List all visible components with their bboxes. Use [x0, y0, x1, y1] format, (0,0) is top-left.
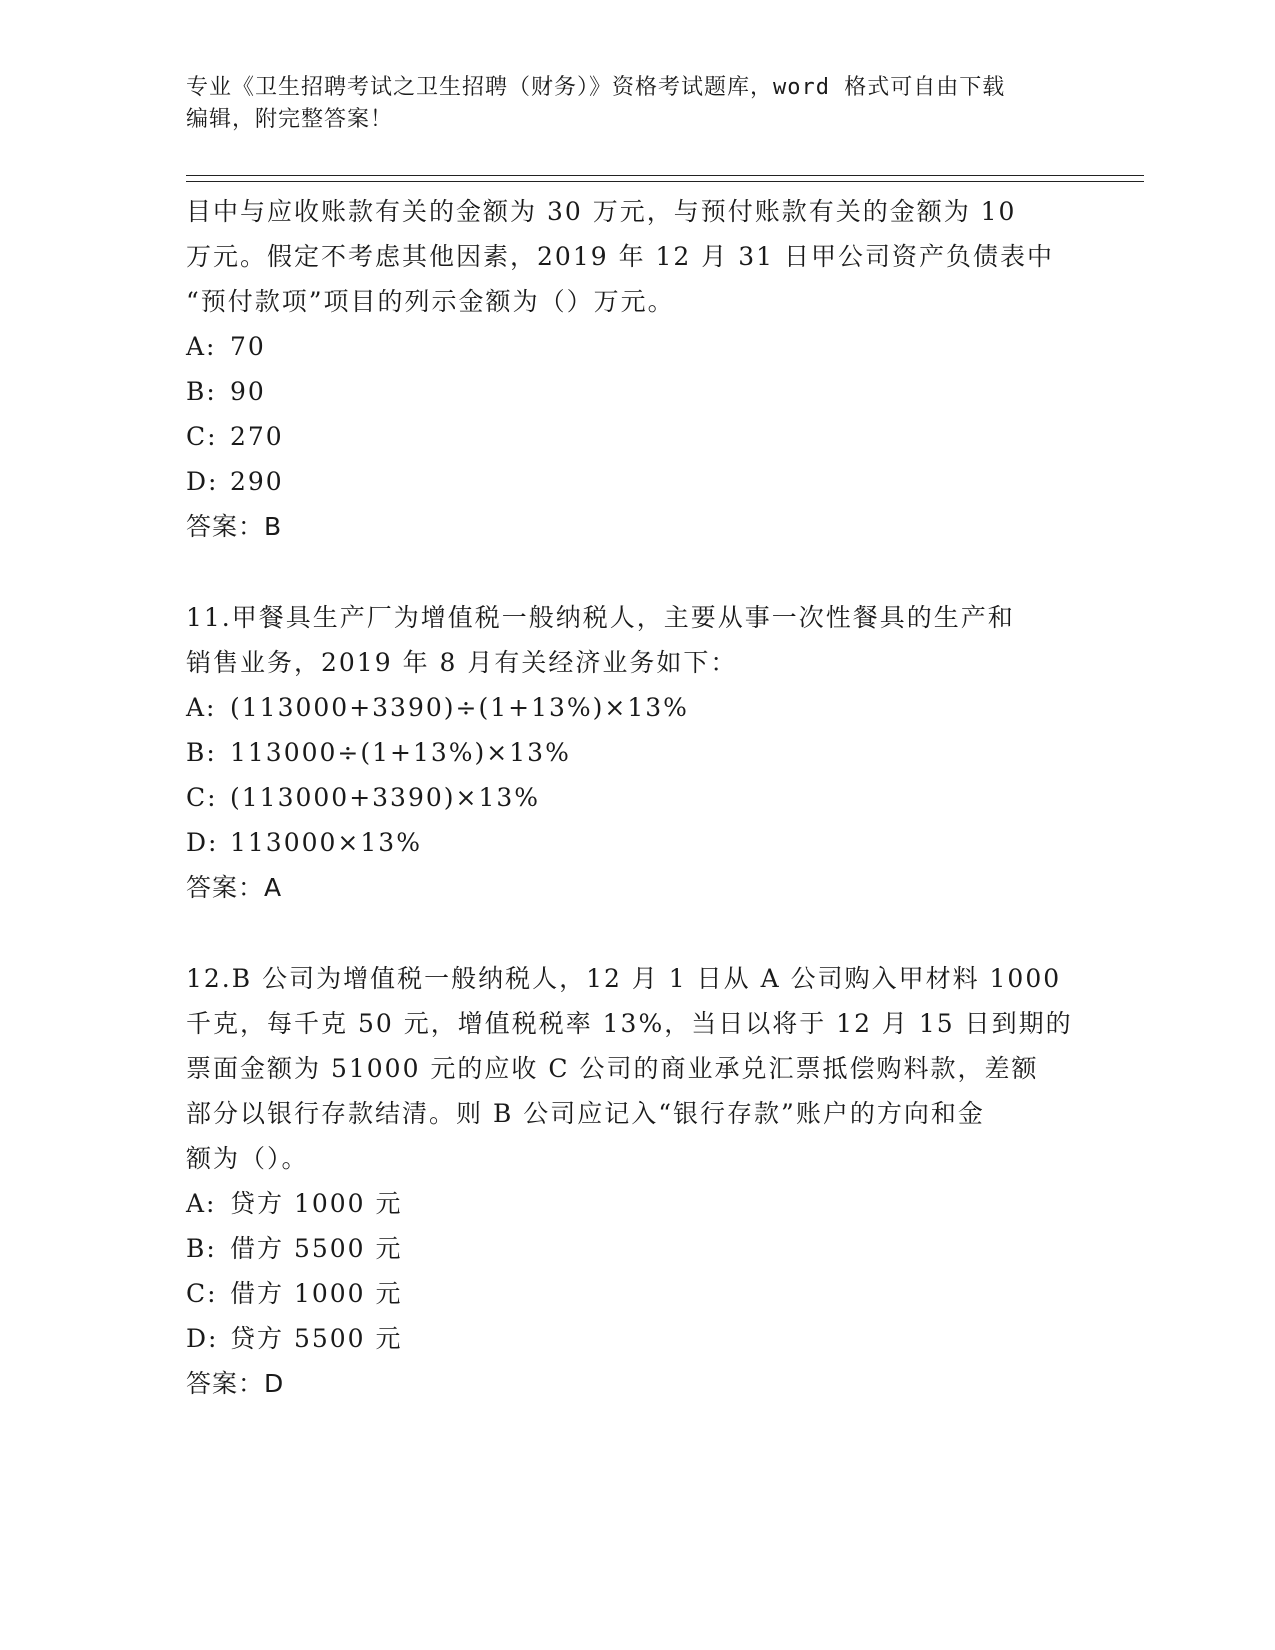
question-block — [186, 189, 1106, 549]
answer-line: 答案：D — [186, 1369, 285, 1398]
option-c — [186, 1271, 1106, 1316]
option-letter: B: — [186, 1234, 217, 1263]
question-text-line: 目中与应收账款有关的金额为 30 万元，与预付账款有关的金额为 10 — [186, 197, 1017, 226]
option-letter: D: — [186, 828, 219, 857]
option-letter: A: — [186, 1189, 217, 1218]
option-a — [186, 1181, 1106, 1226]
question-text-line: 万元。假定不考虑其他因素，2019 年 12 月 31 日甲公司资产负债表中 — [186, 242, 1054, 271]
question-text-line: 额为（）。 — [186, 1144, 309, 1173]
option-text: 贷方 1000 元 — [230, 1189, 403, 1218]
option-a — [186, 324, 1106, 369]
option-letter: D: — [186, 1324, 219, 1353]
option-d — [186, 459, 1106, 504]
option-letter: C: — [186, 1279, 218, 1308]
option-d — [186, 1316, 1106, 1361]
question-text-line: “预付款项”项目的列示金额为（）万元。 — [186, 287, 675, 316]
question-block — [186, 595, 1106, 910]
spacer — [186, 549, 1106, 595]
option-text: 270 — [230, 422, 284, 451]
option-text: 290 — [230, 467, 284, 496]
option-text: 90 — [230, 377, 266, 406]
question-text-line: 12.B 公司为增值税一般纳税人，12 月 1 日从 A 公司购入甲材料 1000 — [186, 964, 1062, 993]
question-block — [186, 956, 1106, 1406]
option-text: 借方 5500 元 — [230, 1234, 403, 1263]
option-text: 借方 1000 元 — [230, 1279, 403, 1308]
question-text-line: 部分以银行存款结清。则 B 公司应记入“银行存款”账户的方向和金 — [186, 1099, 985, 1128]
option-letter: D: — [186, 467, 219, 496]
header-divider — [186, 181, 1144, 182]
option-letter: C: — [186, 783, 218, 812]
header-line: 编辑，附完整答案！ — [186, 107, 394, 132]
option-c — [186, 414, 1106, 459]
answer-line: 答案：A — [186, 873, 283, 902]
option-letter: B: — [186, 738, 217, 767]
question-text-line: 销售业务，2019 年 8 月有关经济业务如下： — [186, 648, 738, 677]
header-divider — [186, 175, 1144, 176]
spacer — [186, 910, 1106, 956]
option-c — [186, 775, 1106, 820]
option-letter: A: — [186, 332, 217, 361]
option-d — [186, 820, 1106, 865]
question-list — [186, 189, 1106, 1406]
option-b — [186, 369, 1106, 414]
question-text-line: 票面金额为 51000 元的应收 C 公司的商业承兑汇票抵偿购料款，差额 — [186, 1054, 1039, 1083]
option-letter: B: — [186, 377, 217, 406]
option-text: 贷方 5500 元 — [230, 1324, 403, 1353]
option-text: 113000×13% — [230, 828, 422, 857]
option-b — [186, 1226, 1106, 1271]
option-letter: A: — [186, 693, 217, 722]
option-text: (113000+3390)×13% — [230, 783, 541, 812]
answer-line: 答案：B — [186, 512, 283, 541]
option-text: 70 — [230, 332, 266, 361]
option-text: 113000÷(1+13%)×13% — [230, 738, 571, 767]
option-b — [186, 730, 1106, 775]
document-header — [186, 72, 1086, 136]
option-a — [186, 685, 1106, 730]
option-letter: C: — [186, 422, 218, 451]
question-text-line: 11.甲餐具生产厂为增值税一般纳税人，主要从事一次性餐具的生产和 — [186, 603, 1015, 632]
header-line: 专业《卫生招聘考试之卫生招聘（财务）》资格考试题库，word 格式可自由下载 — [186, 75, 1006, 100]
option-text: (113000+3390)÷(1+13%)×13% — [230, 693, 689, 722]
question-text-line: 千克，每千克 50 元，增值税税率 13%，当日以将于 12 月 15 日到期的 — [186, 1009, 1073, 1038]
